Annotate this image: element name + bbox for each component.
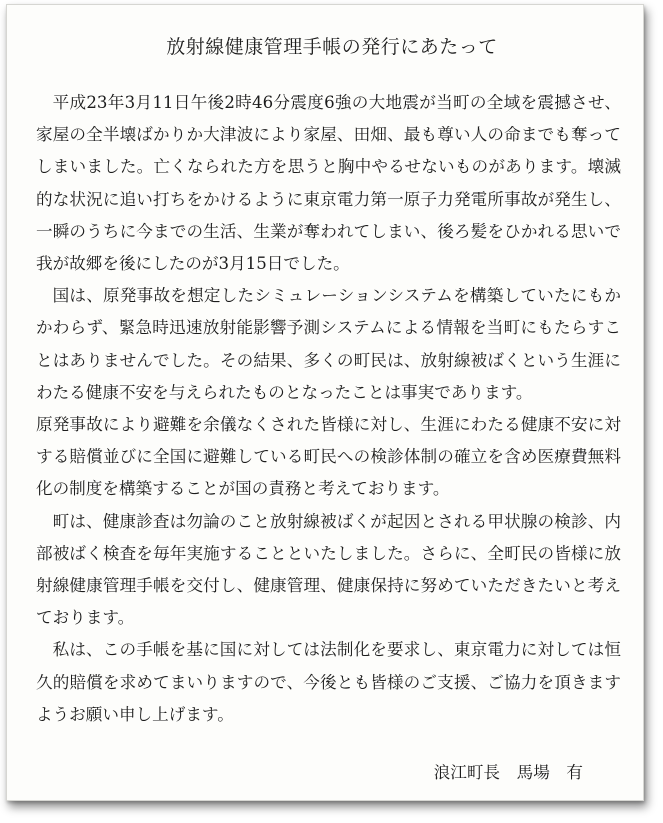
paragraph-compensation: 原発事故により避難を余儀なくされた皆様に対し、生涯にわたる健康不安に対する賠償並びに全国に避難している町民への検診体制の確立を含め医療費無料化の制度を構築することが国の責務と考えております。 <box>36 415 621 499</box>
paragraph-earthquake: 平成23年3月11日午後2時46分震度6強の大地震が当町の全域を震撼させ、家屋の全半壊ばかりか大津波により家屋、田畑、最も尊い人の命までも奪ってしまいました。亡くなられた方を思うと胸中やるせないものがあります。壊滅的な状況に追い打ちをかけるように東京電力第一原子力発電所事故が発生し、一瞬のうちに今までの生活、生業が奪われてしまい、後ろ髪をひかれる思いで我が故郷を後にしたのが3月15日でした。 <box>36 93 621 274</box>
paragraph-request: 私は、この手帳を基に国に対しては法制化を要求し、東京電力に対しては恒久的賠償を求めてまいりますので、今後とも皆様のご支援、ご協力を頂きますようお願い申し上げます。 <box>36 640 621 724</box>
document-page <box>6 4 644 801</box>
paragraph-health-checks: 町は、健康診査は勿論のこと放射線被ばくが起因とされる甲状腺の検診、内部被ばく検査を毎年実施することといたしました。さらに、全町民の皆様に放射線健康管理手帳を交付し、健康管理、健康保持に努めていただきたいと考えております。 <box>36 511 621 628</box>
document-body <box>36 87 621 731</box>
mayor-signature: 浪江町長 馬場 有 <box>433 763 583 782</box>
document-title: 放射線健康管理手帳の発行にあたって <box>166 36 498 58</box>
paragraph-government-response: 国は、原発事故を想定したシミュレーションシステムを構築していたにもかかわらず、緊急時迅速放射能影響予測システムによる情報を当町にもたらすことはありませんでした。その結果、多くの町民は、放射線被ばくという生涯にわたる健康不安を与えられたものとなったことは事実であります。 <box>36 286 621 402</box>
